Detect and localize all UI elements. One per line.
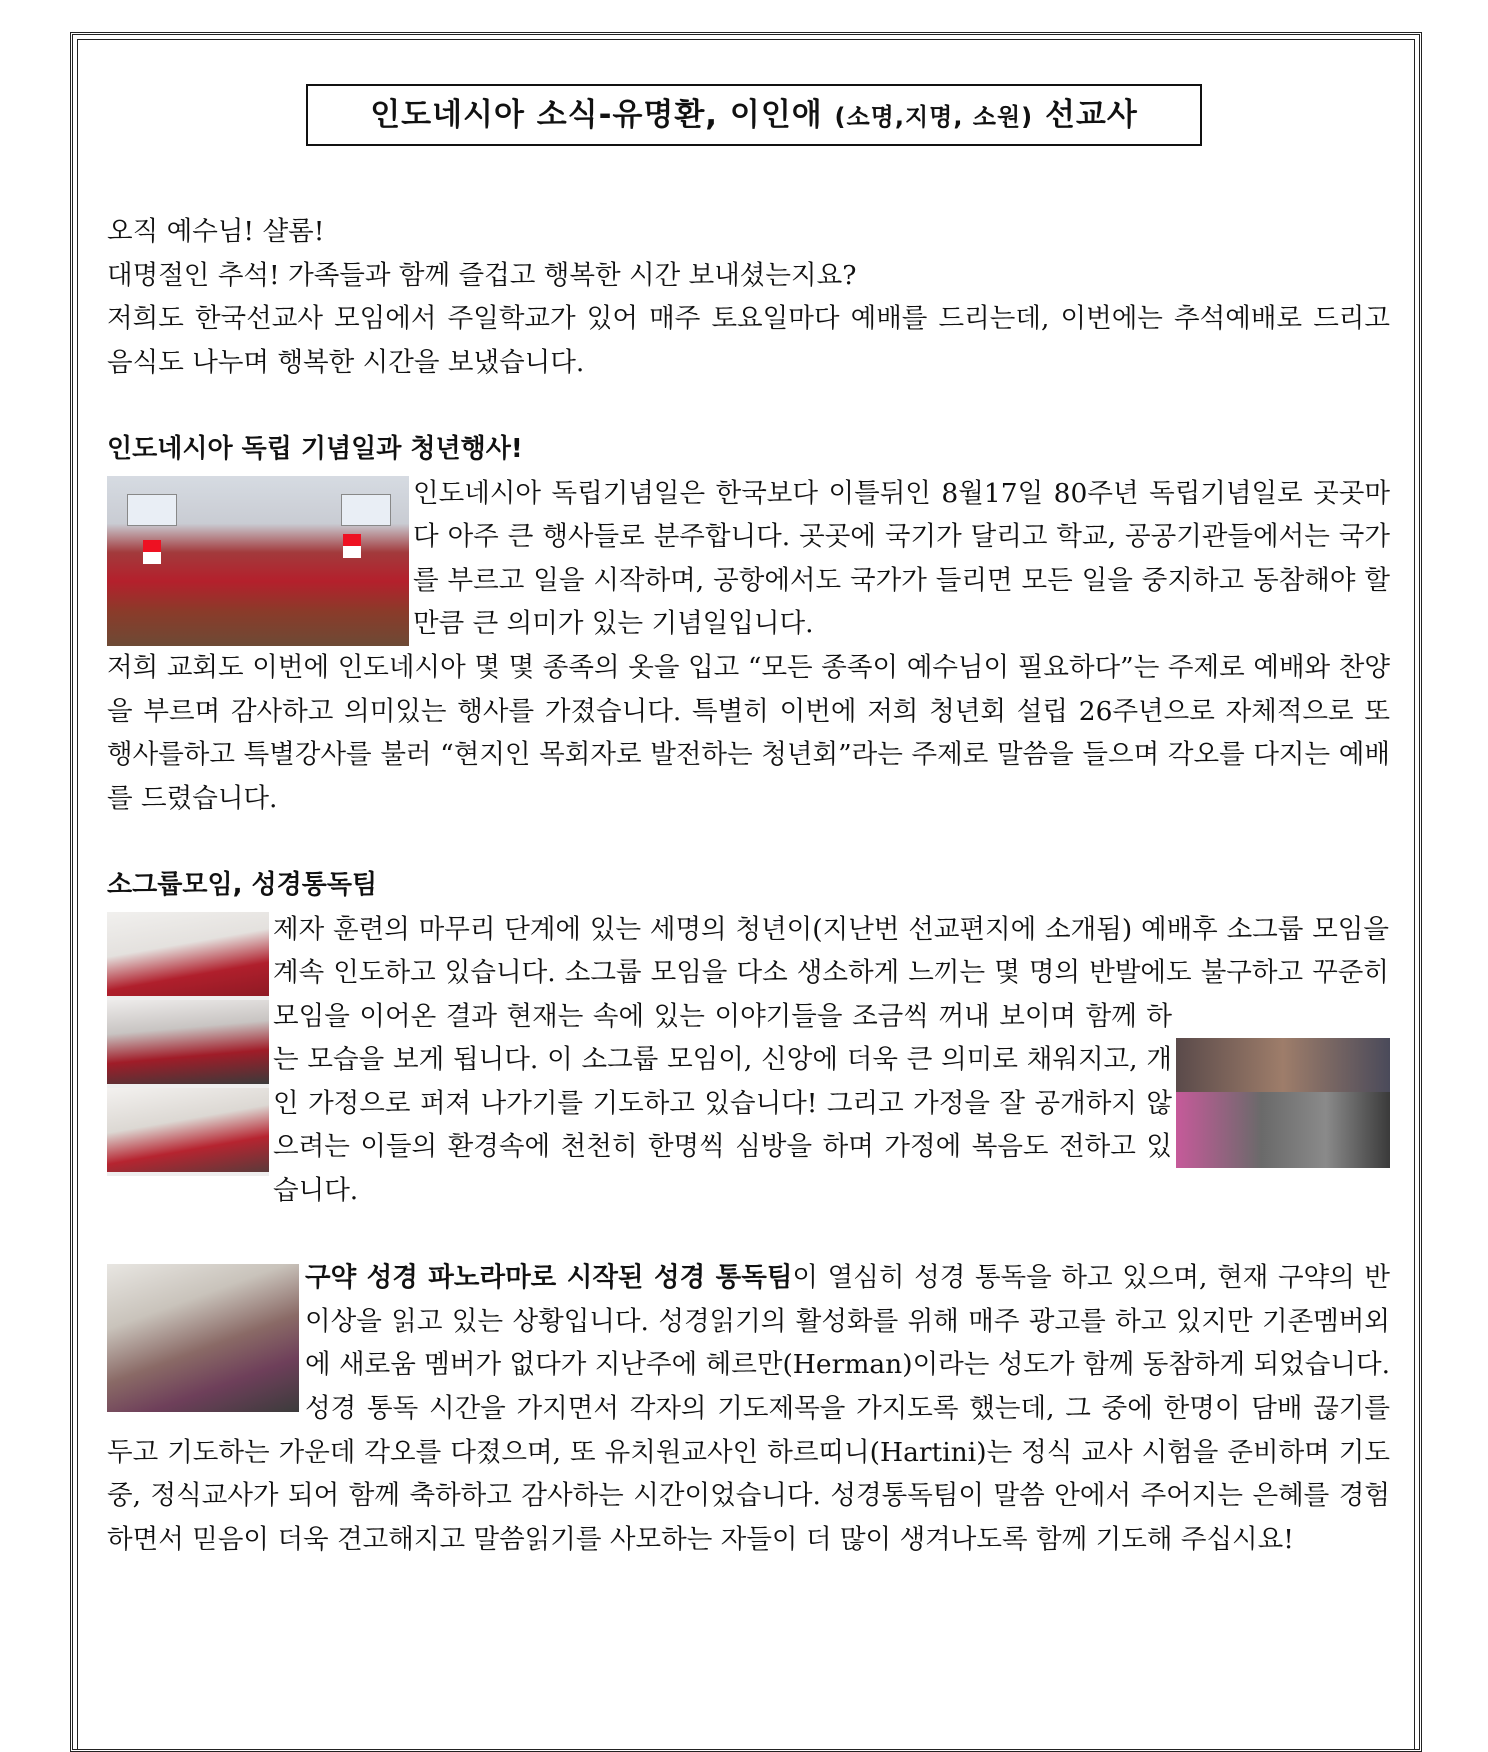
flag-icon: [343, 534, 361, 558]
meeting-photo-icon: [107, 1000, 269, 1084]
meeting-photo-icon: [107, 912, 269, 996]
projector-screen-icon: [341, 494, 391, 526]
bible-reading-body-text: 반이상을 읽고 있는 상황입니다. 성경읽기의 활성화를 위해 매주 광고를 하고 있지만 기존멤버외에 새로움 멤버가 없다가 지난주에 헤르만(Herman)이라는 성도가 함께 동참하게 되었습니다. 성경 통독 시간을 가지면서 각자의 기도제목을 가지도록 했는데, 그 중에 한명이 담배 끊기를 두고 기도하는 가운데 각오를 다졌으며, 또 유치원교사인 하르띠니(Hartini)는 정식 교사 시험을 준비하며 기도중, 정식교사가 되어 함께 축하하고 감사하는 시간이었습니다. 성경통독팀이 말씀 안에서 주어지는 은혜를 경험하면서 믿음이 더욱 견고해지고 말씀읽기를 사모하는 자들이 더 많이 생겨나도록 함께 기도해 주십시요!: [107, 1262, 1390, 1555]
letter-body: [107, 210, 1390, 1561]
intro-question: 대명절인 추석! 가족들과 함께 즐겁고 행복한 시간 보내셨는지요?: [107, 259, 857, 291]
greeting: 오직 예수님! 샬롬!: [107, 216, 325, 247]
section-heading-independence: 인도네시아 독립 기념일과 청년행사!: [107, 433, 523, 464]
flag-icon: [143, 540, 161, 564]
projector-screen-icon: [127, 494, 177, 526]
intro-paragraph: 저희도 한국선교사 모임에서 주일학교가 있어 매주 토요일마다 예배를 드리는데, 이번에는 추석예배로 드리고 음식도 나누며 행복한 시간을 보냈습니다.: [107, 303, 1390, 378]
independence-paragraph-1: 인도네시아 독립기념일은 한국보다 이틀뒤인 8월17일 80주년 독립기념일로 곳곳마다 아주 큰 행사들로 분주합니다. 곳곳에 국기가 달리고 학교, 공공기관들에서는 국가를 부르고 일을 시작하며, 공항에서도 국가가 들리면 모든 일을 중지하고 동참해야 할만큼 큰 의미가 있는 기념일입니다.: [413, 477, 1390, 640]
title-main: 인도네시아 소식-유명환, 이인애: [370, 97, 823, 133]
bible-study-photo-icon: [107, 1264, 299, 1412]
bible-reading-lead-text: 이 열심히 성경 통독을 하고 있으며, 현재 구약의: [792, 1262, 1365, 1294]
title-suffix: 선교사: [1044, 97, 1138, 133]
meeting-photo-icon: [107, 1088, 269, 1172]
bible-reading-lead: 구약 성경 파노라마로 시작된 성경 통독팀: [305, 1262, 793, 1294]
independence-paragraph-2: 저희 교회도 이번에 인도네시아 몇 몇 종족의 옷을 입고 “모든 종족이 예수님이 필요하다”는 주제로 예배와 찬양을 부르며 감사하고 의미있는 행사를 가졌습니다. 특별히 이번에 저희 청년회 설립 26주년으로 자체적으로 또 행사를하고 특별강사를 불러 “현지인 목회자로 발전하는 청년회”라는 주제로 말씀을 들으며 각오를 다지는 예배를 드렸습니다.: [107, 651, 1390, 814]
title-names: (소명,지명, 소원): [834, 103, 1034, 131]
smallgroup-paragraph: 제자 훈련의 마무리 단계에 있는 세명의 청년이(지난번 선교편지에 소개됨) 예배후 소그룹 모임을 계속 인도하고 있습니다. 소그룹 모임을 다소 생소하게 느끼는 몇 명의 반발에도 불구하고 꾸준히 모임을 이어온 결과 현재는 속에 있는 이야기들을 조금씩 꺼내 보이며 함께 하는 모습을 보게 됩니다. 이 소그룹 모임이, 신앙에 더욱 큰 의미로 채워지고, 개인 가정으로 퍼져 나가기를 기도하고 있습니다! 그리고 가정을 잘 공개하지 않으려는 이들의 환경속에 천천히 한명씩 심방을 하며 가정에 복음도 전하고 있습니다.: [273, 913, 1389, 1207]
bible-reading-paragraph: [107, 1256, 1390, 1561]
group-photo-icon: [107, 476, 409, 646]
section-heading-smallgroup: 소그룹모임, 성경통독팀: [107, 869, 378, 900]
home-visit-photo-icon: [1176, 1038, 1390, 1168]
page-title: [306, 84, 1202, 146]
smallgroup-photo-collage-icon: [107, 912, 269, 1176]
